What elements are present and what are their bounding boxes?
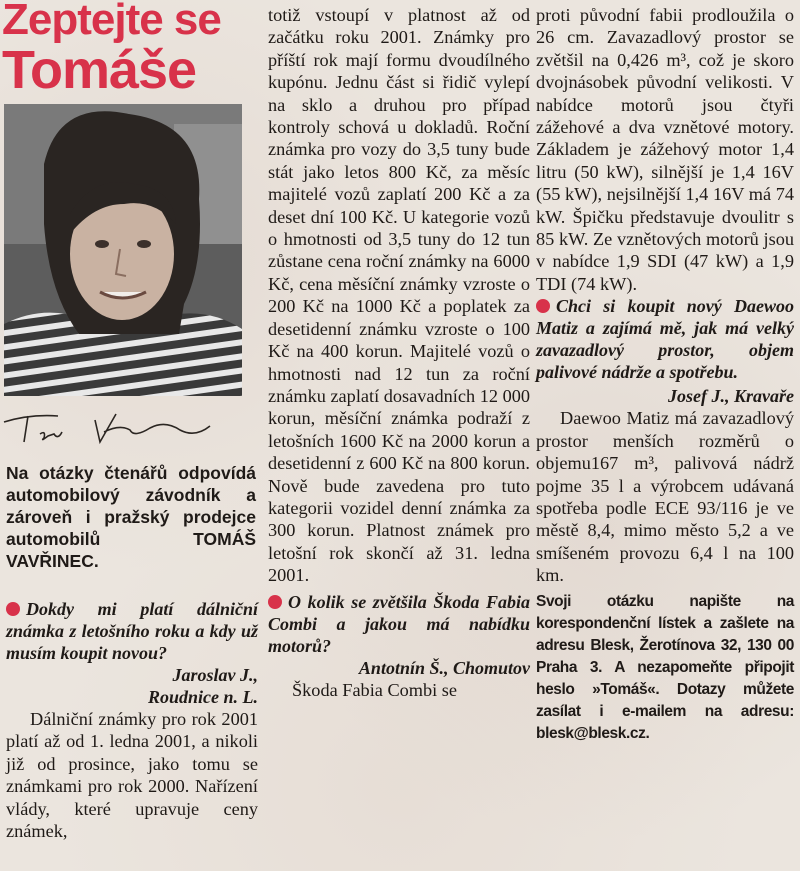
heading-line-1: Zeptejte se [2,0,221,44]
column-3 [536,4,794,760]
question-3-author: Josef J., Kravaře [668,386,794,407]
question-2 [268,591,530,657]
answer-1-continued: totiž vstoupí v platnost až od začátku roku 2001. Známky pro příští rok mají formu dvoudílného kupónu. Jednu část si řidič vylepí na sklo a druhou pro případ kontroly schová u dokladů. Roční známka pro vozy do 3,5 tuny bude stát jako letos 800 Kč, za měsíc majitelé vozů zaplatí 200 Kč a za deset dní 100 Kč. U kategorie vozů o hmotnosti od 3,5 tuny do 12 tun zůstane cena roční známky na 6000 Kč, cena měsíční známky vzroste o 200 Kč na 1000 Kč a poplatek za desetidenní známku vzroste o 100 Kč na 400 korun. Majitelé vozů o hmotnosti nad 12 tun za roční známku zaplatí dosavadních 12 000 korun, měsíční známka podraží z letošních 1600 Kč na 2000 korun a desetidenní z 600 Kč na 800 korun. Nově bude zavedena pro tuto kategorii vozidel denní známka za 300 korun. Platnost známek pro letošní rok skončí až 31. ledna 2001. [268,5,530,586]
intro-body: Na otázky čtenářů odpovídá automobilový závodník a zároveň i pražský prodejce automobilů [6,463,256,549]
column-1 [6,598,258,842]
answer-3: Daewoo Matiz má zavazadlový prostor menších rozměrů o objemu167 m³, palivová nádrž pojme 35 l a výrobcem udávaná spotřeba podle ECE 93/116 je ve městě 8,4, mimo město 5,2 a ve smíšeném provozu 6,4 l na 100 km. [536,408,794,586]
answer-2-continued: proti původní fabii prodloužila o 26 cm. Zavazadlový prostor se zvětšil na 0,426 m³, což je skoro dvojnásobek původní velikosti. V nabídce motorů jsou čtyři zážehové a dva vznětové motory. Základem je zážehový motor 1,4 litru (50 kW), silnější je 1,4 16V (55 kW), nejsilnější 1,4 16V má 74 kW. Špičku představuje dvoulitr s 85 kW. Ze vznětových motorů jsou v nabídce 1,9 SDI (47 kW) a 1,9 TDI (74 kW). [536,5,794,294]
column-2 [268,4,530,701]
reader-note: Svoji otázku napište na korespondenční lístek a zašlete na adresu Blesk, Žerotínova 32, 130 00 Praha 3. A nezapomeňte připojit heslo »Tomáš«. Dotazy můžete zasílat i e-mailem na adresu: blesk@blesk.cz. [536,592,794,742]
bullet-dot-icon [6,602,20,616]
question-3-text: Chci si koupit nový Daewoo Matiz a zajímá mě, jak má velký zavazadlový prostor, objem palivové nádrže a spotřebu. [536,296,794,383]
intro-name: TOMÁŠ VAVŘINEC. [6,529,256,571]
question-1-text: Dokdy mi platí dálniční známka z letošního roku a kdy už musím koupit novou? [6,599,258,663]
question-1-author-name: Jaroslav J., [172,665,258,685]
bullet-dot-icon [268,595,282,609]
question-1 [6,598,258,664]
question-3 [536,295,794,383]
answer-1-start: Dálniční známky pro rok 2001 platí až od 1. ledna 2001, a nikoli již od prosince, jako tomu se známkami pro rok 2000. Nařízení vlády, které upravuje ceny známek, [6,709,258,842]
question-2-author: Antotnín Š., Chomutov [358,657,530,678]
bullet-dot-icon [536,299,550,313]
heading-line-2: Tomáše [2,40,197,100]
signature [0,400,250,450]
question-2-text: O kolik se zvětšila Škoda Fabia Combi a jakou má nabídku motorů? [268,591,530,656]
question-1-author-place: Roudnice n. L. [147,687,258,707]
portrait-photo [4,104,242,396]
answer-2-start: Škoda Fabia Combi se [292,679,458,700]
intro-text [6,462,256,572]
